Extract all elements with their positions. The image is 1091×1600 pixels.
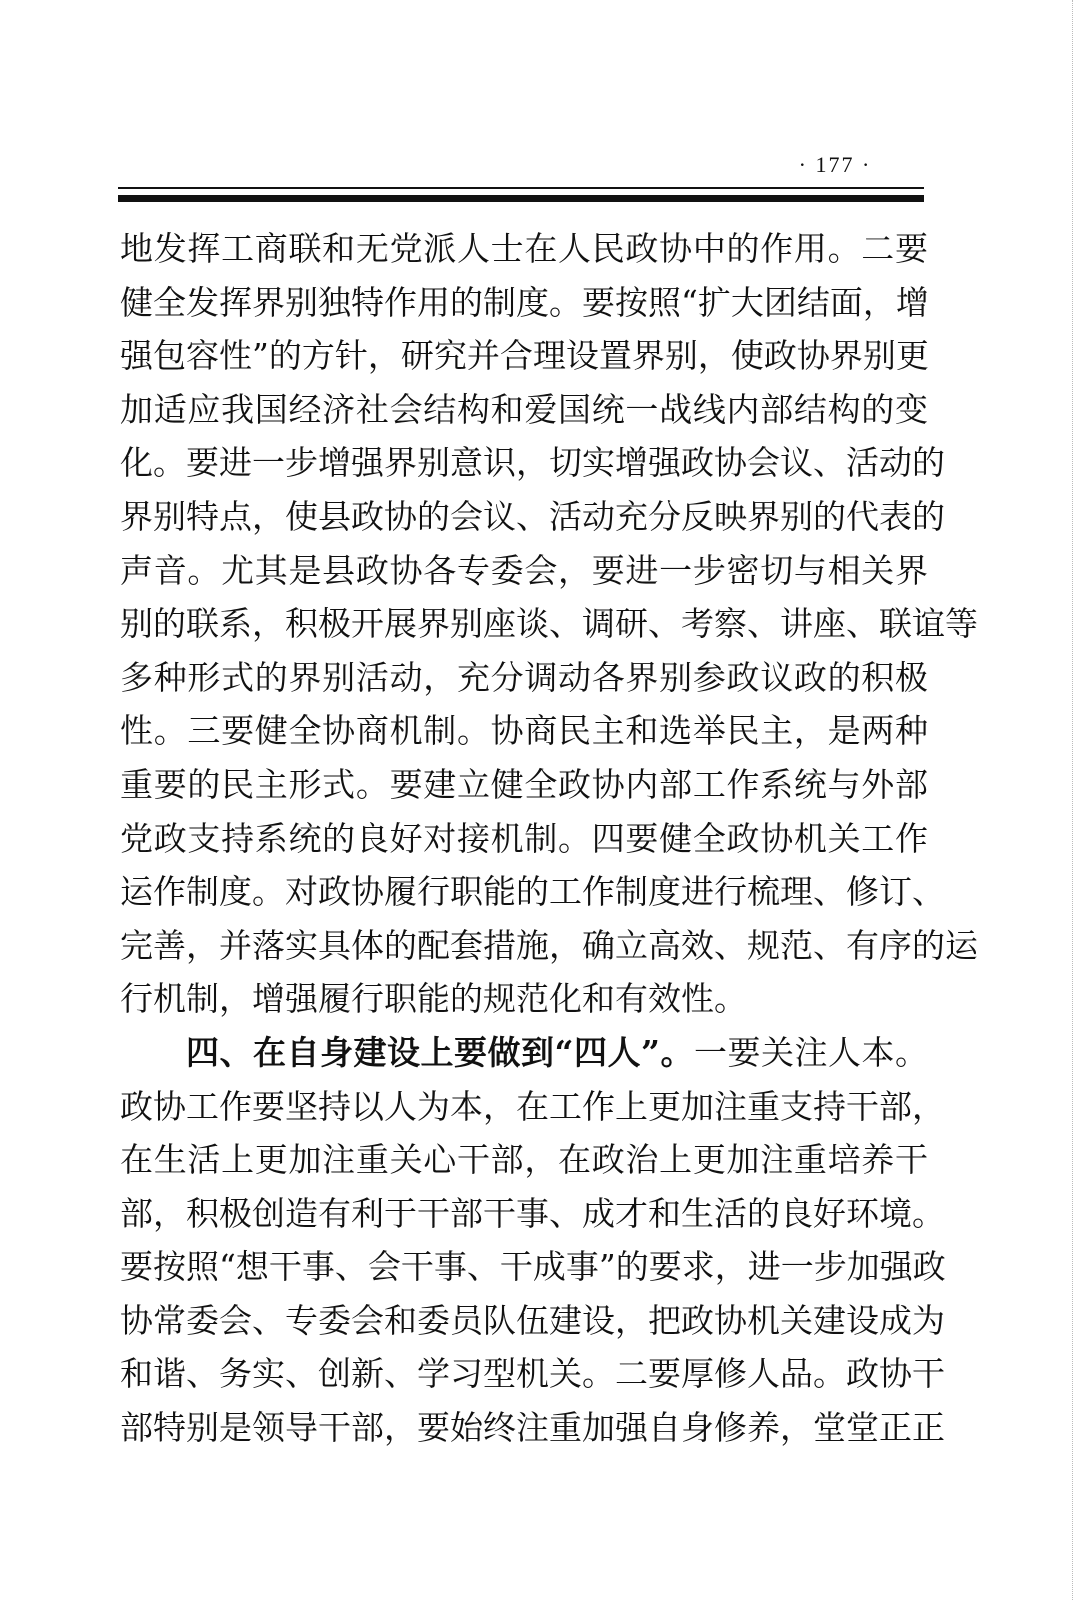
text-line: 在生活上更加注重关心干部，在政治上更加注重培养干 (120, 1140, 928, 1180)
text-line: 化。要进一步增强界别意识，切实增强政协会议、活动的 (120, 443, 945, 483)
text-line: 和谐、务实、创新、学习型机关。二要厚修人品。政协干 (120, 1354, 945, 1394)
text-line: 强包容性”的方针，研究并合理设置界别，使政协界别更 (120, 336, 929, 376)
text-line: 协常委会、专委会和委员队伍建设，把政协机关建设成为 (120, 1300, 945, 1340)
section-heading: 四、在自身建设上要做到“四人”。 (186, 1032, 694, 1072)
text-line: 要按照“想干事、会干事、干成事”的要求，进一步加强政 (120, 1247, 946, 1287)
page-number: · 177 · (798, 152, 872, 177)
text-line: 别的联系，积极开展界别座谈、调研、考察、讲座、联谊等 (120, 604, 978, 644)
text-line: 运作制度。对政协履行职能的工作制度进行梳理、修订、 (120, 872, 945, 912)
text-line: 部，积极创造有利于干部干事、成才和生活的良好环境。 (120, 1193, 945, 1233)
text-line: 健全发挥界别独特作用的制度。要按照“扩大团结面，增 (120, 282, 929, 322)
body-text (120, 222, 978, 1455)
text-line: 政协工作要坚持以人为本，在工作上更加注重支持干部， (120, 1086, 945, 1126)
text-line: 加适应我国经济社会结构和爱国统一战线内部结构的变 (120, 389, 928, 429)
text-line: 党政支持系统的良好对接机制。四要健全政协机关工作 (120, 818, 928, 858)
header-rule-thick (118, 195, 924, 202)
header-rule-thin (118, 187, 924, 189)
section-first-line-rest: 一要关注人本。 (694, 1032, 929, 1072)
text-line: 地发挥工商联和无党派人士在人民政协中的作用。二要 (120, 229, 928, 268)
text-line: 多种形式的界别活动，充分调动各界别参政议政的积极 (120, 657, 928, 697)
text-line: 部特别是领导干部，要始终注重加强自身修养，堂堂正正 (120, 1408, 945, 1448)
section-first-line (120, 1026, 928, 1080)
text-line: 行机制，增强履行职能的规范化和有效性。 (120, 979, 747, 1019)
text-line: 声音。尤其是县政协各专委会，要进一步密切与相关界 (120, 550, 928, 590)
text-line: 界别特点，使县政协的会议、活动充分反映界别的代表的 (120, 496, 945, 536)
text-line: 完善，并落实具体的配套措施，确立高效、规范、有序的运 (120, 925, 978, 965)
text-line: 重要的民主形式。要建立健全政协内部工作系统与外部 (120, 764, 928, 804)
scan-edge-line (1071, 0, 1073, 1600)
text-line: 性。三要健全协商机制。协商民主和选举民主，是两种 (120, 711, 928, 751)
